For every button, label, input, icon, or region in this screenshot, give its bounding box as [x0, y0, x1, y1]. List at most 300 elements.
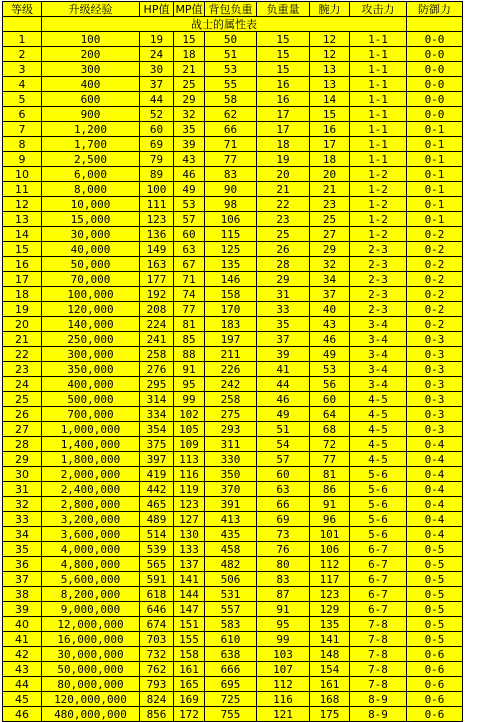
cell-hp[interactable]: 177 [140, 272, 174, 287]
cell-defense[interactable]: 0-5 [407, 602, 463, 617]
cell-load[interactable]: 19 [257, 152, 310, 167]
cell-bag-weight[interactable]: 695 [205, 677, 257, 692]
cell-defense[interactable]: 0-3 [407, 377, 463, 392]
cell-load[interactable]: 76 [257, 542, 310, 557]
cell-level[interactable]: 9 [3, 152, 42, 167]
cell-mp[interactable]: 15 [174, 32, 205, 47]
cell-load[interactable]: 37 [257, 332, 310, 347]
cell-level[interactable]: 44 [3, 677, 42, 692]
cell-mp[interactable]: 71 [174, 272, 205, 287]
cell-load[interactable]: 80 [257, 557, 310, 572]
cell-exp[interactable]: 700,000 [42, 407, 140, 422]
cell-defense[interactable]: 0-0 [407, 62, 463, 77]
cell-load[interactable]: 51 [257, 422, 310, 437]
cell-bag-weight[interactable]: 725 [205, 692, 257, 707]
cell-strength[interactable]: 17 [310, 137, 350, 152]
cell-load[interactable]: 116 [257, 692, 310, 707]
cell-level[interactable]: 32 [3, 497, 42, 512]
cell-level[interactable]: 26 [3, 407, 42, 422]
cell-attack[interactable]: 3-4 [350, 347, 407, 362]
cell-strength[interactable]: 101 [310, 527, 350, 542]
cell-strength[interactable]: 15 [310, 107, 350, 122]
cell-mp[interactable]: 127 [174, 512, 205, 527]
cell-strength[interactable]: 29 [310, 242, 350, 257]
cell-strength[interactable]: 32 [310, 257, 350, 272]
cell-hp[interactable]: 89 [140, 167, 174, 182]
cell-defense[interactable]: 0-2 [407, 317, 463, 332]
cell-exp[interactable]: 80,000,000 [42, 677, 140, 692]
cell-exp[interactable]: 400 [42, 77, 140, 92]
cell-load[interactable]: 15 [257, 32, 310, 47]
cell-exp[interactable]: 70,000 [42, 272, 140, 287]
cell-attack[interactable]: 1-1 [350, 77, 407, 92]
cell-exp[interactable]: 4,000,000 [42, 542, 140, 557]
cell-hp[interactable]: 375 [140, 437, 174, 452]
cell-bag-weight[interactable]: 531 [205, 587, 257, 602]
cell-bag-weight[interactable]: 583 [205, 617, 257, 632]
cell-attack[interactable]: 2-3 [350, 257, 407, 272]
cell-bag-weight[interactable]: 115 [205, 227, 257, 242]
cell-defense[interactable]: 0-4 [407, 527, 463, 542]
cell-load[interactable]: 69 [257, 512, 310, 527]
cell-exp[interactable]: 30,000,000 [42, 647, 140, 662]
cell-attack[interactable]: 1-1 [350, 137, 407, 152]
cell-mp[interactable]: 155 [174, 632, 205, 647]
cell-strength[interactable]: 91 [310, 497, 350, 512]
title-spacer-cell[interactable] [3, 17, 42, 32]
cell-attack[interactable]: 7-8 [350, 677, 407, 692]
cell-defense[interactable]: 0-5 [407, 557, 463, 572]
cell-exp[interactable]: 30,000 [42, 227, 140, 242]
cell-attack[interactable]: 7-8 [350, 647, 407, 662]
cell-defense[interactable]: 0-1 [407, 167, 463, 182]
cell-mp[interactable]: 67 [174, 257, 205, 272]
cell-hp[interactable]: 465 [140, 497, 174, 512]
cell-defense[interactable]: 0-2 [407, 242, 463, 257]
cell-hp[interactable]: 123 [140, 212, 174, 227]
cell-mp[interactable]: 141 [174, 572, 205, 587]
cell-bag-weight[interactable]: 170 [205, 302, 257, 317]
cell-attack[interactable]: 1-2 [350, 212, 407, 227]
cell-exp[interactable]: 140,000 [42, 317, 140, 332]
cell-attack[interactable]: 1-2 [350, 167, 407, 182]
cell-level[interactable]: 41 [3, 632, 42, 647]
cell-attack[interactable]: 6-7 [350, 572, 407, 587]
cell-attack[interactable]: 4-5 [350, 407, 407, 422]
cell-exp[interactable]: 4,800,000 [42, 557, 140, 572]
cell-defense[interactable]: 0-0 [407, 92, 463, 107]
cell-load[interactable]: 15 [257, 62, 310, 77]
cell-exp[interactable]: 120,000,000 [42, 692, 140, 707]
cell-attack[interactable]: 5-6 [350, 497, 407, 512]
cell-mp[interactable]: 137 [174, 557, 205, 572]
cell-mp[interactable]: 29 [174, 92, 205, 107]
cell-mp[interactable]: 158 [174, 647, 205, 662]
cell-load[interactable]: 25 [257, 227, 310, 242]
cell-hp[interactable]: 24 [140, 47, 174, 62]
cell-hp[interactable]: 674 [140, 617, 174, 632]
cell-strength[interactable]: 46 [310, 332, 350, 347]
cell-attack[interactable]: 7-8 [350, 632, 407, 647]
header-cell-defense[interactable]: 防御力 [407, 2, 463, 17]
cell-load[interactable]: 103 [257, 647, 310, 662]
cell-bag-weight[interactable]: 71 [205, 137, 257, 152]
cell-hp[interactable]: 334 [140, 407, 174, 422]
cell-strength[interactable]: 175 [310, 707, 350, 722]
cell-exp[interactable]: 16,000,000 [42, 632, 140, 647]
cell-mp[interactable]: 105 [174, 422, 205, 437]
title-spacer-cell[interactable] [407, 17, 463, 32]
cell-bag-weight[interactable]: 125 [205, 242, 257, 257]
cell-bag-weight[interactable]: 293 [205, 422, 257, 437]
cell-level[interactable]: 14 [3, 227, 42, 242]
cell-exp[interactable]: 1,400,000 [42, 437, 140, 452]
cell-level[interactable]: 22 [3, 347, 42, 362]
cell-mp[interactable]: 130 [174, 527, 205, 542]
cell-exp[interactable]: 2,400,000 [42, 482, 140, 497]
cell-defense[interactable]: 0-4 [407, 497, 463, 512]
cell-exp[interactable]: 1,200 [42, 122, 140, 137]
cell-mp[interactable]: 151 [174, 617, 205, 632]
cell-strength[interactable]: 53 [310, 362, 350, 377]
cell-defense[interactable]: 0-5 [407, 617, 463, 632]
cell-attack[interactable]: 1-1 [350, 32, 407, 47]
cell-mp[interactable]: 113 [174, 452, 205, 467]
cell-strength[interactable]: 13 [310, 77, 350, 92]
cell-strength[interactable]: 148 [310, 647, 350, 662]
cell-attack[interactable]: 6-7 [350, 602, 407, 617]
cell-strength[interactable]: 49 [310, 347, 350, 362]
cell-bag-weight[interactable]: 350 [205, 467, 257, 482]
cell-defense[interactable]: 0-5 [407, 587, 463, 602]
cell-defense[interactable]: 0-4 [407, 452, 463, 467]
cell-level[interactable]: 18 [3, 287, 42, 302]
cell-attack[interactable]: 3-4 [350, 362, 407, 377]
cell-level[interactable]: 1 [3, 32, 42, 47]
cell-bag-weight[interactable]: 66 [205, 122, 257, 137]
cell-bag-weight[interactable]: 391 [205, 497, 257, 512]
cell-load[interactable]: 46 [257, 392, 310, 407]
cell-exp[interactable]: 8,200,000 [42, 587, 140, 602]
cell-bag-weight[interactable]: 146 [205, 272, 257, 287]
cell-load[interactable]: 57 [257, 452, 310, 467]
cell-hp[interactable]: 539 [140, 542, 174, 557]
cell-hp[interactable]: 419 [140, 467, 174, 482]
cell-hp[interactable]: 69 [140, 137, 174, 152]
cell-defense[interactable]: 0-5 [407, 632, 463, 647]
cell-defense[interactable]: 0-2 [407, 227, 463, 242]
cell-bag-weight[interactable]: 557 [205, 602, 257, 617]
cell-load[interactable]: 26 [257, 242, 310, 257]
cell-load[interactable]: 15 [257, 47, 310, 62]
cell-bag-weight[interactable]: 62 [205, 107, 257, 122]
cell-defense[interactable]: 0-3 [407, 392, 463, 407]
cell-hp[interactable]: 732 [140, 647, 174, 662]
cell-hp[interactable]: 591 [140, 572, 174, 587]
cell-bag-weight[interactable]: 183 [205, 317, 257, 332]
cell-mp[interactable]: 109 [174, 437, 205, 452]
cell-strength[interactable]: 135 [310, 617, 350, 632]
cell-attack[interactable]: 2-3 [350, 287, 407, 302]
cell-mp[interactable]: 60 [174, 227, 205, 242]
cell-level[interactable]: 16 [3, 257, 42, 272]
cell-defense[interactable]: 0-2 [407, 302, 463, 317]
cell-strength[interactable]: 117 [310, 572, 350, 587]
cell-strength[interactable]: 43 [310, 317, 350, 332]
cell-hp[interactable]: 793 [140, 677, 174, 692]
cell-defense[interactable]: 0-1 [407, 182, 463, 197]
cell-bag-weight[interactable]: 211 [205, 347, 257, 362]
cell-strength[interactable]: 168 [310, 692, 350, 707]
cell-load[interactable]: 20 [257, 167, 310, 182]
cell-bag-weight[interactable]: 482 [205, 557, 257, 572]
cell-defense[interactable]: 0-0 [407, 47, 463, 62]
cell-load[interactable]: 60 [257, 467, 310, 482]
cell-defense[interactable]: 0-0 [407, 32, 463, 47]
cell-defense[interactable]: 0-3 [407, 407, 463, 422]
cell-bag-weight[interactable]: 106 [205, 212, 257, 227]
cell-attack[interactable]: 5-6 [350, 467, 407, 482]
cell-attack[interactable]: 4-5 [350, 392, 407, 407]
cell-attack[interactable]: 7-8 [350, 617, 407, 632]
cell-defense[interactable]: 0-1 [407, 152, 463, 167]
cell-bag-weight[interactable]: 311 [205, 437, 257, 452]
cell-mp[interactable]: 35 [174, 122, 205, 137]
cell-exp[interactable]: 2,800,000 [42, 497, 140, 512]
cell-exp[interactable]: 1,000,000 [42, 422, 140, 437]
cell-hp[interactable]: 276 [140, 362, 174, 377]
cell-strength[interactable]: 14 [310, 92, 350, 107]
cell-exp[interactable]: 9,000,000 [42, 602, 140, 617]
cell-hp[interactable]: 241 [140, 332, 174, 347]
cell-strength[interactable]: 20 [310, 167, 350, 182]
cell-defense[interactable]: 0-2 [407, 272, 463, 287]
cell-bag-weight[interactable]: 51 [205, 47, 257, 62]
cell-defense[interactable]: 0-4 [407, 512, 463, 527]
cell-mp[interactable]: 116 [174, 467, 205, 482]
cell-defense[interactable]: 0-3 [407, 332, 463, 347]
header-cell-exp[interactable]: 升级经验 [42, 2, 140, 17]
cell-bag-weight[interactable]: 258 [205, 392, 257, 407]
cell-bag-weight[interactable]: 242 [205, 377, 257, 392]
cell-level[interactable]: 39 [3, 602, 42, 617]
cell-bag-weight[interactable]: 135 [205, 257, 257, 272]
cell-attack[interactable]: 1-1 [350, 152, 407, 167]
cell-mp[interactable]: 161 [174, 662, 205, 677]
cell-mp[interactable]: 43 [174, 152, 205, 167]
cell-attack[interactable]: 1-1 [350, 47, 407, 62]
cell-defense[interactable]: 0-5 [407, 542, 463, 557]
cell-mp[interactable]: 169 [174, 692, 205, 707]
cell-load[interactable]: 16 [257, 92, 310, 107]
cell-level[interactable]: 12 [3, 197, 42, 212]
cell-mp[interactable]: 46 [174, 167, 205, 182]
cell-level[interactable]: 46 [3, 707, 42, 722]
cell-exp[interactable]: 2,000,000 [42, 467, 140, 482]
cell-exp[interactable]: 480,000,000 [42, 707, 140, 722]
cell-bag-weight[interactable]: 666 [205, 662, 257, 677]
cell-exp[interactable]: 50,000 [42, 257, 140, 272]
cell-strength[interactable]: 27 [310, 227, 350, 242]
cell-level[interactable]: 4 [3, 77, 42, 92]
cell-load[interactable]: 41 [257, 362, 310, 377]
cell-hp[interactable]: 762 [140, 662, 174, 677]
cell-exp[interactable]: 12,000,000 [42, 617, 140, 632]
cell-strength[interactable]: 77 [310, 452, 350, 467]
cell-defense[interactable]: 0-6 [407, 647, 463, 662]
cell-exp[interactable]: 500,000 [42, 392, 140, 407]
cell-mp[interactable]: 53 [174, 197, 205, 212]
cell-hp[interactable]: 514 [140, 527, 174, 542]
cell-load[interactable]: 35 [257, 317, 310, 332]
cell-attack[interactable]: 2-3 [350, 302, 407, 317]
cell-attack[interactable]: 1-1 [350, 122, 407, 137]
cell-strength[interactable]: 13 [310, 62, 350, 77]
cell-attack[interactable]: 1-2 [350, 197, 407, 212]
cell-attack[interactable]: 4-5 [350, 452, 407, 467]
cell-strength[interactable]: 40 [310, 302, 350, 317]
cell-bag-weight[interactable]: 506 [205, 572, 257, 587]
cell-attack[interactable]: 4-5 [350, 437, 407, 452]
cell-strength[interactable]: 12 [310, 47, 350, 62]
cell-hp[interactable]: 354 [140, 422, 174, 437]
header-cell-strength[interactable]: 腕力 [310, 2, 350, 17]
cell-exp[interactable]: 1,700 [42, 137, 140, 152]
cell-bag-weight[interactable]: 90 [205, 182, 257, 197]
cell-level[interactable]: 40 [3, 617, 42, 632]
cell-defense[interactable]: 0-4 [407, 437, 463, 452]
cell-hp[interactable]: 44 [140, 92, 174, 107]
cell-attack[interactable]: 1-2 [350, 227, 407, 242]
cell-exp[interactable]: 600 [42, 92, 140, 107]
cell-defense[interactable]: 0-3 [407, 362, 463, 377]
cell-attack[interactable]: 3-4 [350, 377, 407, 392]
cell-hp[interactable]: 397 [140, 452, 174, 467]
cell-mp[interactable]: 57 [174, 212, 205, 227]
cell-level[interactable]: 19 [3, 302, 42, 317]
cell-level[interactable]: 43 [3, 662, 42, 677]
cell-bag-weight[interactable]: 458 [205, 542, 257, 557]
header-cell-attack[interactable]: 攻击力 [350, 2, 407, 17]
header-cell-hp[interactable]: HP值 [140, 2, 174, 17]
cell-defense[interactable]: 0-1 [407, 137, 463, 152]
cell-level[interactable]: 27 [3, 422, 42, 437]
cell-load[interactable]: 91 [257, 602, 310, 617]
cell-mp[interactable]: 95 [174, 377, 205, 392]
header-cell-mp[interactable]: MP值 [175, 2, 203, 16]
cell-strength[interactable]: 23 [310, 197, 350, 212]
cell-defense[interactable]: 0-5 [407, 572, 463, 587]
cell-mp[interactable]: 102 [174, 407, 205, 422]
cell-defense[interactable]: 0-3 [407, 422, 463, 437]
cell-strength[interactable]: 129 [310, 602, 350, 617]
cell-mp[interactable]: 91 [174, 362, 205, 377]
cell-exp[interactable]: 10,000 [42, 197, 140, 212]
cell-level[interactable]: 3 [3, 62, 42, 77]
cell-strength[interactable]: 112 [310, 557, 350, 572]
cell-mp[interactable]: 81 [174, 317, 205, 332]
cell-mp[interactable]: 63 [174, 242, 205, 257]
cell-exp[interactable]: 900 [42, 107, 140, 122]
cell-bag-weight[interactable]: 98 [205, 197, 257, 212]
cell-bag-weight[interactable]: 610 [205, 632, 257, 647]
cell-level[interactable]: 21 [3, 332, 42, 347]
cell-load[interactable]: 23 [257, 212, 310, 227]
cell-mp[interactable]: 32 [174, 107, 205, 122]
cell-defense[interactable]: 0-6 [407, 677, 463, 692]
cell-level[interactable]: 42 [3, 647, 42, 662]
cell-level[interactable]: 37 [3, 572, 42, 587]
cell-hp[interactable]: 442 [140, 482, 174, 497]
cell-hp[interactable]: 224 [140, 317, 174, 332]
cell-mp[interactable]: 77 [174, 302, 205, 317]
cell-strength[interactable]: 18 [310, 152, 350, 167]
cell-strength[interactable]: 25 [310, 212, 350, 227]
cell-load[interactable]: 66 [257, 497, 310, 512]
cell-mp[interactable]: 123 [174, 497, 205, 512]
cell-defense[interactable]: 0-1 [407, 122, 463, 137]
cell-level[interactable]: 30 [3, 467, 42, 482]
cell-load[interactable]: 107 [257, 662, 310, 677]
cell-level[interactable]: 10 [3, 167, 42, 182]
cell-hp[interactable]: 824 [140, 692, 174, 707]
cell-level[interactable]: 29 [3, 452, 42, 467]
cell-level[interactable]: 45 [3, 692, 42, 707]
cell-bag-weight[interactable]: 77 [205, 152, 257, 167]
cell-level[interactable]: 7 [3, 122, 42, 137]
cell-hp[interactable]: 618 [140, 587, 174, 602]
cell-defense[interactable]: 0-4 [407, 482, 463, 497]
cell-level[interactable]: 5 [3, 92, 42, 107]
cell-attack[interactable]: 7-8 [350, 662, 407, 677]
cell-strength[interactable]: 21 [310, 182, 350, 197]
cell-strength[interactable]: 56 [310, 377, 350, 392]
cell-exp[interactable]: 50,000,000 [42, 662, 140, 677]
cell-exp[interactable]: 100,000 [42, 287, 140, 302]
cell-strength[interactable]: 68 [310, 422, 350, 437]
cell-hp[interactable]: 100 [140, 182, 174, 197]
cell-hp[interactable]: 30 [140, 62, 174, 77]
cell-hp[interactable]: 149 [140, 242, 174, 257]
cell-hp[interactable]: 856 [140, 707, 174, 722]
cell-attack[interactable]: 6-7 [350, 587, 407, 602]
cell-strength[interactable]: 60 [310, 392, 350, 407]
cell-defense[interactable]: 0-1 [407, 197, 463, 212]
cell-bag-weight[interactable]: 435 [205, 527, 257, 542]
cell-bag-weight[interactable]: 370 [205, 482, 257, 497]
cell-strength[interactable]: 154 [310, 662, 350, 677]
cell-hp[interactable]: 60 [140, 122, 174, 137]
header-cell-bag-weight[interactable]: 背包负重 [205, 2, 257, 17]
cell-bag-weight[interactable]: 755 [205, 707, 257, 722]
cell-attack[interactable]: 5-6 [350, 527, 407, 542]
cell-strength[interactable]: 12 [310, 32, 350, 47]
cell-load[interactable]: 95 [257, 617, 310, 632]
cell-bag-weight[interactable]: 638 [205, 647, 257, 662]
cell-hp[interactable]: 52 [140, 107, 174, 122]
cell-level[interactable]: 38 [3, 587, 42, 602]
cell-hp[interactable]: 192 [140, 287, 174, 302]
cell-load[interactable]: 39 [257, 347, 310, 362]
table-title[interactable]: 战士的属性表 [42, 17, 407, 32]
cell-level[interactable]: 13 [3, 212, 42, 227]
cell-attack[interactable]: 8-9 [350, 707, 407, 722]
cell-load[interactable]: 87 [257, 587, 310, 602]
cell-load[interactable]: 17 [257, 107, 310, 122]
cell-exp[interactable]: 100 [42, 32, 140, 47]
cell-load[interactable]: 99 [257, 632, 310, 647]
cell-bag-weight[interactable]: 55 [205, 77, 257, 92]
